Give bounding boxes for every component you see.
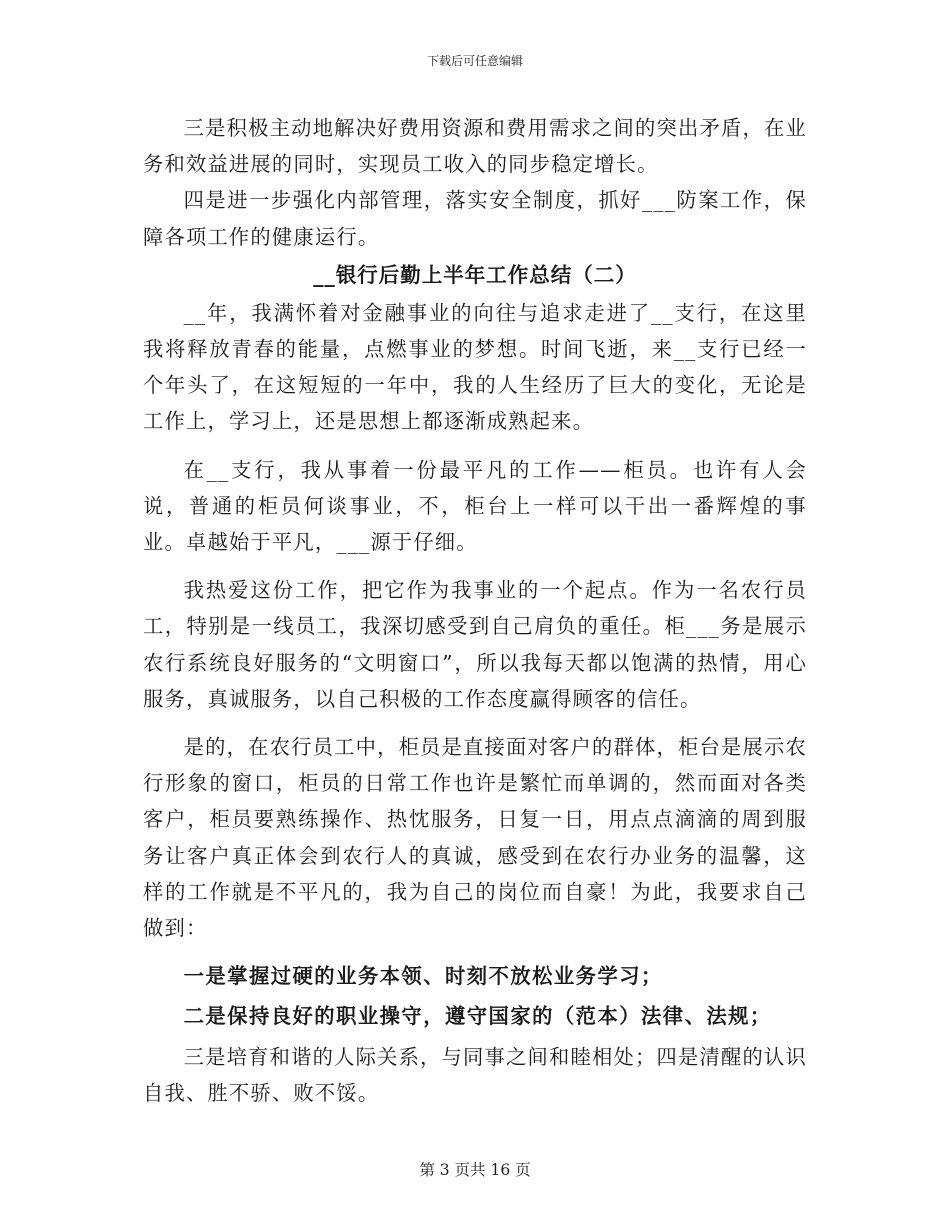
document-body [143,110,807,1111]
paragraph-cost-resources: 三是积极主动地解决好费用资源和费用需求之间的突出矛盾，在业务和效益进展的同时，实现员工收入的同步稳定增长。 [143,116,807,177]
paragraph-teller-role: 是的，在农行员工中，柜员是直接面对客户的群体，柜台是展示农行形象的窗口，柜员的日常工作也许是繁忙而单调的，然而面对各类客户，柜员要熟练操作、热忱服务，日复一日，用点点滴滴的周到服务让客户真正体会到农行人的真诚，感受到在农行办业务的温馨，这样的工作就是不平凡的，我为自己的岗位而自豪！为此，我要求自己做到： [143,735,807,941]
section-title: __银行后勤上半年工作总结（二） [313,262,637,287]
page-header: 下载后可任意编辑 [426,54,523,68]
paragraph-love-work: 我热爱这份工作，把它作为我事业的一个起点。作为一名农行员工，特别是一线员工，我深切感受到自己肩负的重任。柜___务是展示农行系统良好服务的“文明窗口”，所以我每天都以饱满的热情，用心服务，真诚服务，以自己积极的工作态度赢得顾客的信任。 [143,578,807,711]
paragraph-teller-job: 在__支行，我从事着一份最平凡的工作——柜员。也许有人会说，普通的柜员何谈事业，不，柜台上一样可以干出一番辉煌的事业。卓越始于平凡，___源于仔细。 [143,457,807,555]
paragraph-internal-management: 四是进一步强化内部管理，落实安全制度，抓好___防案工作，保障各项工作的健康运行。 [143,188,807,249]
requirement-two: 二是保持良好的职业操守，遵守国家的（范本）法律、法规； [183,1004,772,1029]
paragraph-intro: __年，我满怀着对金融事业的向往与追求走进了__支行，在这里我将释放青春的能量，点燃事业的梦想。时间飞逝，来__支行已经一个年头了，在这短短的一年中，我的人生经历了巨大的变化，无论是工作上，学习上，还是思想上都逐渐成熟起来。 [143,300,807,434]
requirement-three-four: 三是培育和谐的人际关系，与同事之间和睦相处；四是清醒的认识自我、胜不骄、败不馁。 [143,1044,807,1105]
requirement-one: 一是掌握过硬的业务本领、时刻不放松业务学习； [183,964,663,989]
page-number: 第 3 页共 16 页 [419,1161,531,1179]
